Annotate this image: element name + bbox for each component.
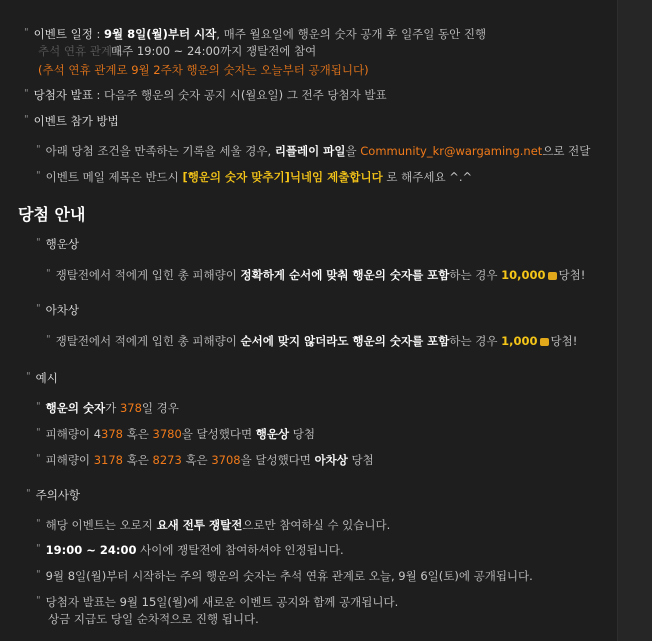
schedule-note: (추석 연휴 관계로 9월 2주차 행운의 숫자는 오늘부터 공개됩니다) xyxy=(38,63,369,77)
quote-mark-icon: " xyxy=(36,170,41,181)
gold-coin-icon xyxy=(540,338,549,346)
email-link[interactable]: Community_kr@wargaming.net xyxy=(360,144,543,158)
example-line-1: " 행운의 숫자가 378일 경우 xyxy=(36,401,179,415)
quote-mark-icon: " xyxy=(36,144,41,155)
quote-mark-icon: " xyxy=(36,427,41,438)
schedule-line-2: 추석 연휴 관계로 xyxy=(38,44,124,58)
quote-mark-icon: " xyxy=(36,401,41,412)
example-line-3: " 피해량이 3178 혹은 8273 혹은 3708을 달성했다면 아차상 당첨 xyxy=(36,453,374,467)
prize-title: 당첨 안내 xyxy=(18,205,86,224)
notice-item-4: " 당첨자 발표는 9월 15일(월)에 새로운 이벤트 공지와 함께 공개됩니다. xyxy=(36,595,399,609)
near-heading: " 아차상 xyxy=(36,303,79,317)
quote-mark-icon: " xyxy=(36,237,41,248)
quote-mark-icon: " xyxy=(46,268,51,279)
example-line-2: " 피해량이 4378 혹은 3780을 달성했다면 행운상 당첨 xyxy=(36,427,315,441)
schedule-start: 9월 8일(월)부터 시작 xyxy=(104,27,217,41)
notice-item-1: " 해당 이벤트는 오로지 요새 전투 쟁탈전으로만 참여하실 수 있습니다. xyxy=(36,518,391,532)
notice-item-3: " 9월 8일(월)부터 시작하는 주의 행운의 숫자는 추석 연휴 관계로 오늘, 9월 6일(토)에 공개됩니다. xyxy=(36,569,533,583)
winner-line: " 당첨자 발표 : 다음주 행운의 숫자 공지 시(월요일) 그 전주 당첨자 발표 xyxy=(24,88,387,102)
quote-mark-icon: " xyxy=(36,518,41,529)
notice-heading: " 주의사항 xyxy=(26,488,81,502)
quote-mark-icon: " xyxy=(24,114,29,125)
right-scroll-area[interactable] xyxy=(617,0,652,641)
lucky-heading: " 행운상 xyxy=(36,237,79,251)
schedule-label: 이벤트 일정 xyxy=(33,27,93,41)
quote-mark-icon: " xyxy=(36,303,41,314)
method-item-2: " 이벤트 메일 제목은 반드시 [행운의 숫자 맞추기]닉네임 제출합니다 로 해주세요 ^.^ xyxy=(36,170,473,184)
quote-mark-icon: " xyxy=(36,595,41,606)
quote-mark-icon: " xyxy=(36,543,41,554)
schedule-hours: 매주 19:00 ~ 24:00까지 쟁탈전에 참여 xyxy=(111,44,317,58)
winner-label: 당첨자 발표 xyxy=(33,88,93,102)
quote-mark-icon: " xyxy=(24,88,29,99)
quote-mark-icon: " xyxy=(26,371,31,382)
quote-mark-icon: " xyxy=(26,488,31,499)
schedule-line: " 이벤트 일정 : 9월 8일(월)부터 시작, 매주 월요일에 행운의 숫자 공개 후 일주일 동안 진행 xyxy=(24,27,487,41)
method-item-1: " 아래 당첨 조건을 만족하는 기록을 세울 경우, 리플레이 파일을 Community_kr@wargaming.net으로 전달 xyxy=(36,144,591,158)
example-heading: " 예시 xyxy=(26,371,58,385)
quote-mark-icon: " xyxy=(24,27,29,38)
notice-item-2: " 19:00 ~ 24:00 사이에 쟁탈전에 참여하셔야 인정됩니다. xyxy=(36,543,344,557)
near-desc: " 쟁탈전에서 적에게 입힌 총 피해량이 순서에 맞지 않더라도 행운의 숫자를 포함하는 경우 1,000 당첨! xyxy=(46,334,578,348)
gold-coin-icon xyxy=(548,272,557,280)
lucky-desc: " 쟁탈전에서 적에게 입힌 총 피해량이 정확하게 순서에 맞춰 행운의 숫자를 포함하는 경우 10,000 당첨! xyxy=(46,268,586,282)
quote-mark-icon: " xyxy=(46,334,51,345)
notice-item-4b: 상금 지급도 당일 순차적으로 진행 됩니다. xyxy=(48,612,259,626)
method-heading: " 이벤트 참가 방법 xyxy=(24,114,119,128)
quote-mark-icon: " xyxy=(36,569,41,580)
quote-mark-icon: " xyxy=(36,453,41,464)
